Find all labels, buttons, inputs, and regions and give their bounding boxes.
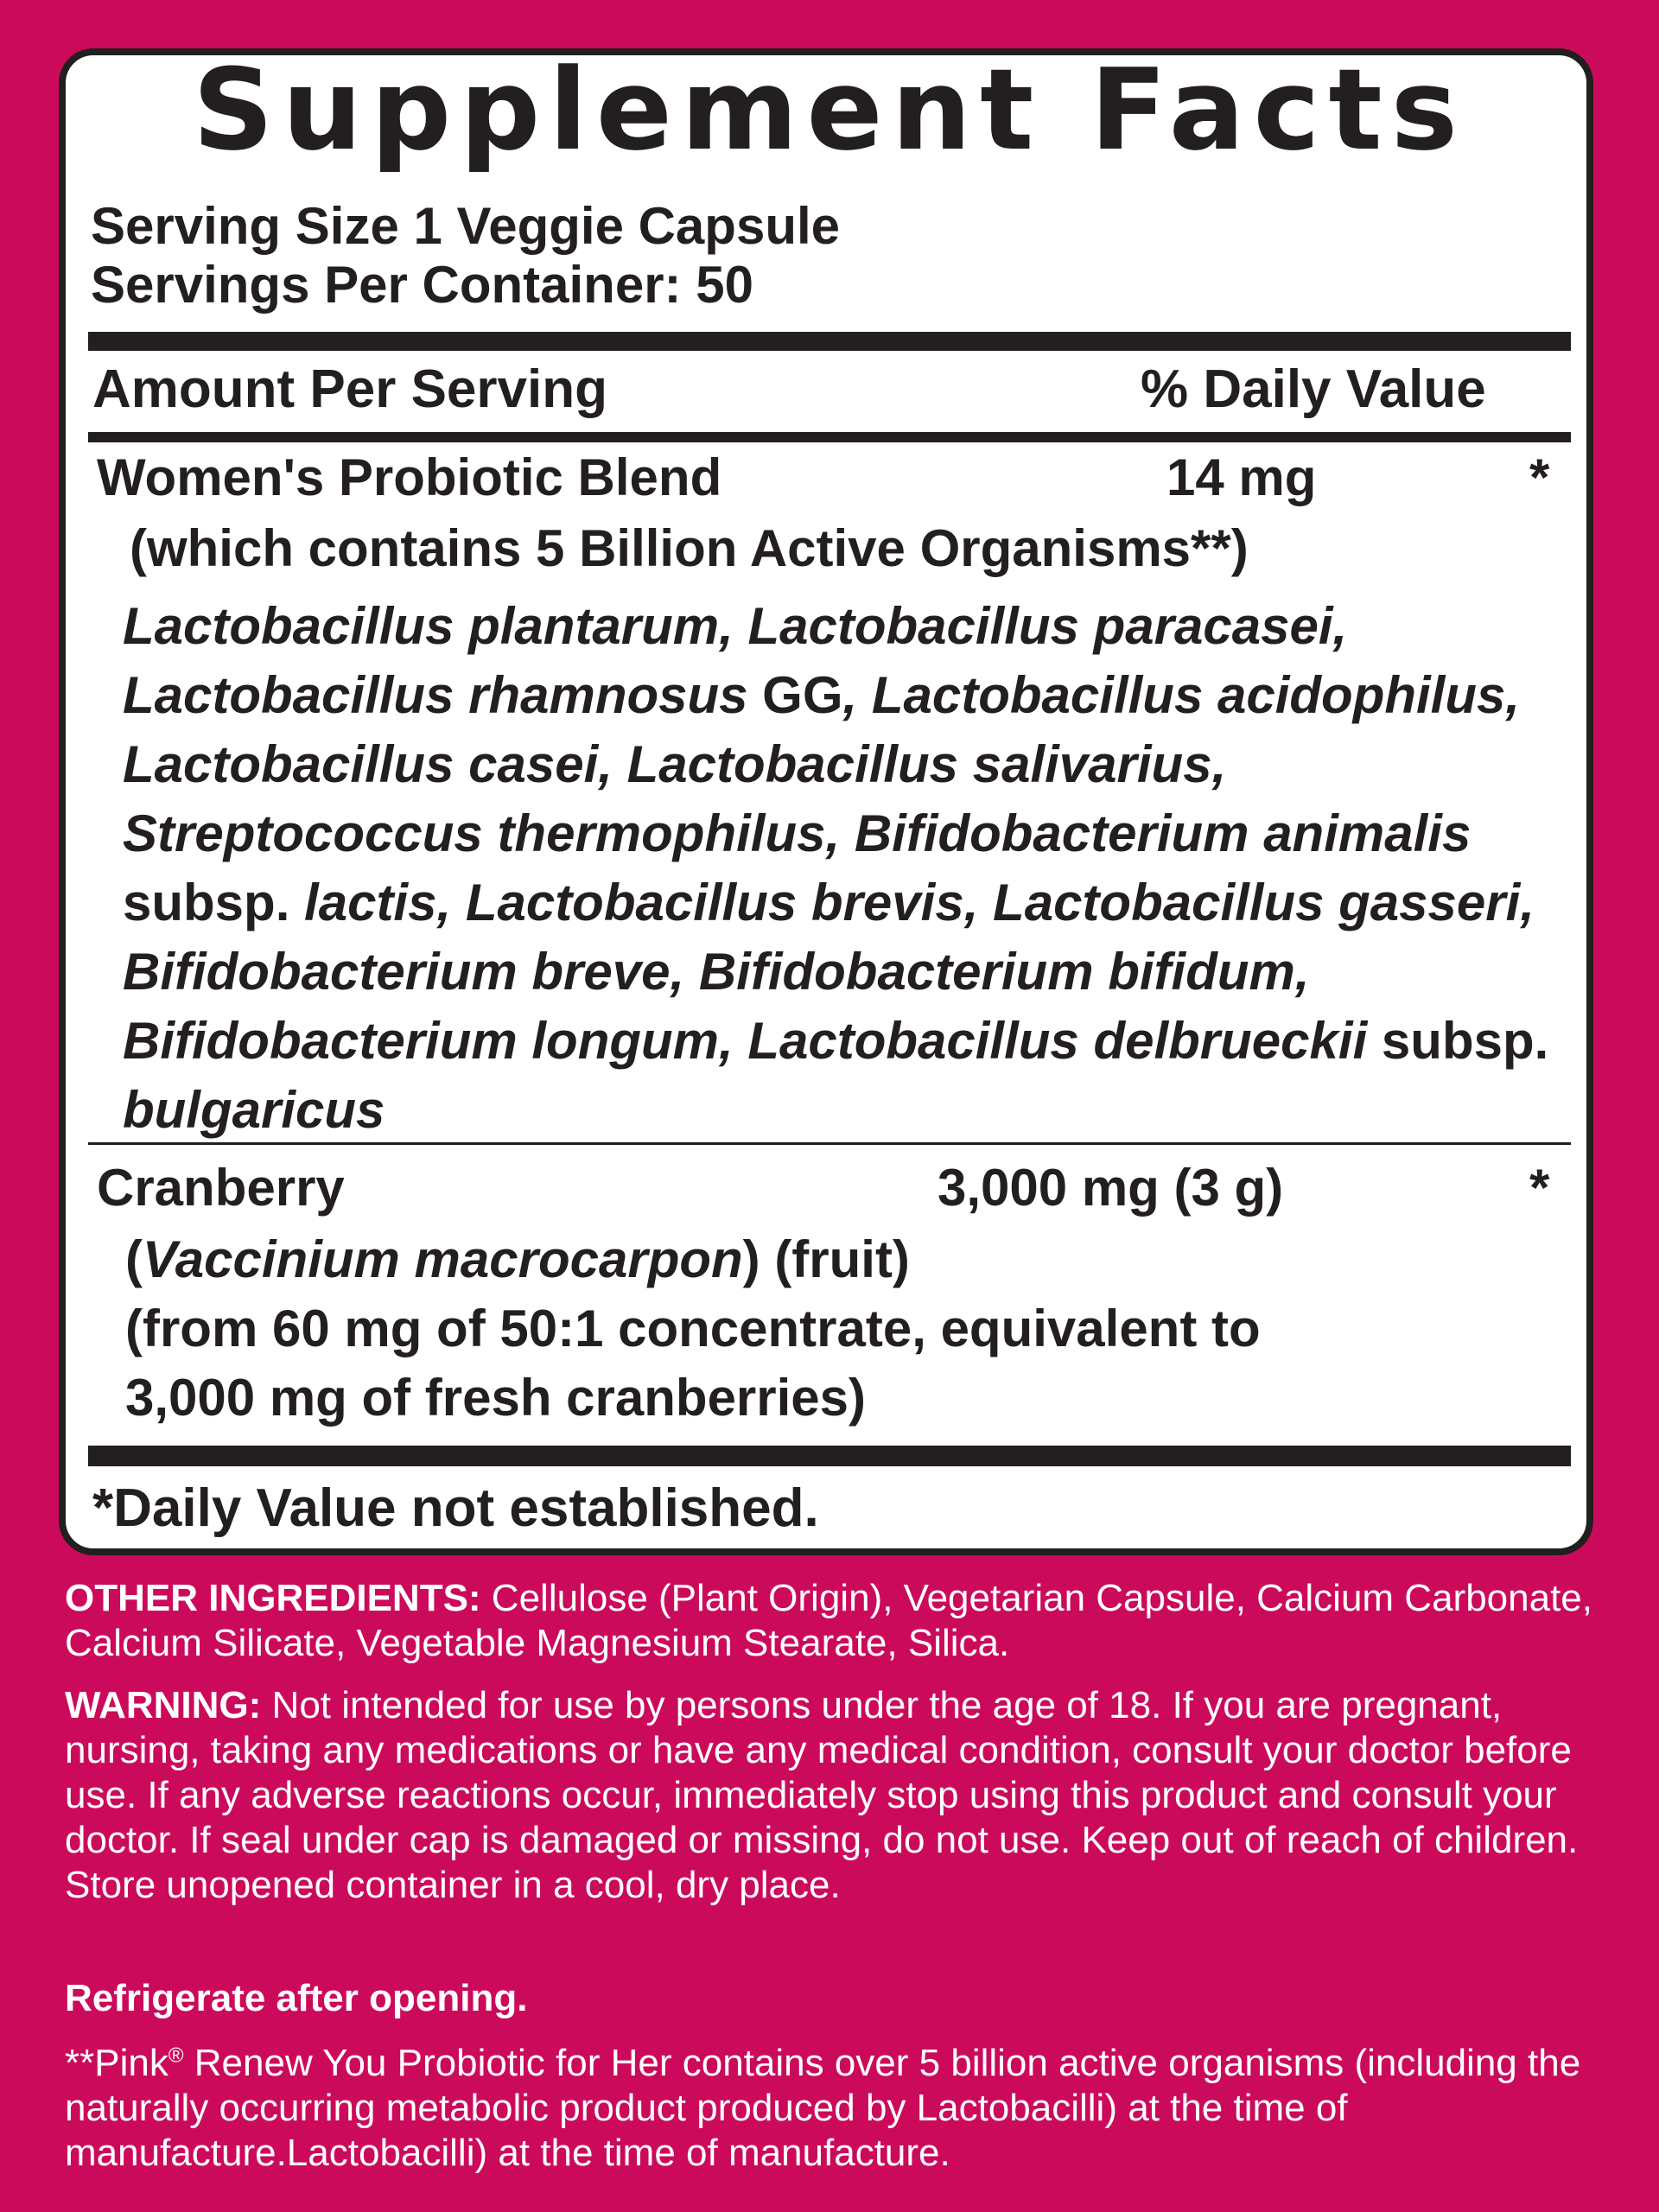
probiotic-blend-name: Women's Probiotic Blend [97, 448, 722, 506]
medium-divider [88, 432, 1571, 442]
strain-name: Streptococcus thermophilus [123, 804, 826, 862]
warning-text: Not intended for use by persons under the age of 18. If you are pregnant, nursing, taking any medications or have any medical condition, consult your doctor before use. If any adverse reactions occur, immediately stop using this product and consult your doctor. If seal under cap is damaged or missing, do not use. Keep out of reach of children. Store unopened container in a cool, dry place. [65, 1684, 1579, 1906]
daily-value-footnote: *Daily Value not established. [92, 1478, 819, 1538]
refrigerate-note: Refrigerate after opening. [65, 1977, 528, 2019]
cranberry-extract-line1: (from 60 mg of 50:1 concentrate, equivalent to [125, 1300, 1261, 1357]
strain-separator: , [825, 804, 855, 862]
strain-separator: , [1294, 943, 1310, 1001]
organism-disclaimer [65, 2041, 1603, 2176]
cranberry-amount: 3,000 mg (3 g) [938, 1159, 1284, 1217]
strain-separator: , [598, 735, 627, 793]
strain-name: Lactobacillus paracasei [747, 597, 1333, 655]
disclaimer-text: Renew You Probiotic for Her contains over 5 billion active organisms (including the naturally occurring metabolic product produced by Lactobacilli) at the time of manufacture.Lactobacilli) at the time of manufacture. [65, 2042, 1581, 2174]
strain-separator: , [1505, 666, 1521, 724]
strain-separator: , [842, 666, 872, 724]
strain-name: Lactobacillus acidophilus [871, 666, 1506, 724]
subspecies-name: bulgaricus [123, 1081, 385, 1139]
subspecies-name: lactis [304, 874, 437, 931]
registered-mark: ® [168, 2044, 184, 2068]
strain-separator: , [1332, 597, 1348, 655]
cranberry-name: Cranberry [97, 1159, 345, 1217]
strain-name: Lactobacillus plantarum [123, 597, 720, 655]
strain-name: Lactobacillus salivarius [626, 735, 1212, 793]
strain-name: Lactobacillus casei [123, 735, 599, 793]
warning [65, 1683, 1603, 1908]
cranberry-latin-name: Vaccinium macrocarpon [142, 1230, 743, 1288]
subspecies-label: subsp. [123, 874, 305, 931]
cranberry-extract-line2: 3,000 mg of fresh cranberries) [125, 1369, 867, 1427]
header-daily-value: % Daily Value [1141, 359, 1486, 419]
strain-name: Bifidobacterium animalis [854, 804, 1471, 862]
warning-label: WARNING: [65, 1684, 262, 1726]
strain-separator: , [436, 874, 466, 931]
disclaimer-prefix: **Pink [65, 2042, 168, 2084]
strain-separator: , [963, 874, 994, 931]
other-ingredients-label: OTHER INGREDIENTS: [65, 1577, 481, 1619]
strain-name: Bifidobacterium longum [123, 1012, 719, 1070]
other-ingredients [65, 1576, 1603, 1666]
strain-separator: , [670, 943, 699, 1001]
thick-divider-bottom [88, 1446, 1571, 1466]
thick-divider [88, 332, 1571, 351]
strain-name: Lactobacillus brevis [465, 874, 964, 931]
cranberry-part: ) (fruit) [742, 1230, 910, 1288]
probiotic-blend-note: (which contains 5 Billion Active Organisms**) [130, 519, 1249, 577]
serving-size: Serving Size 1 Veggie Capsule [91, 197, 841, 255]
strain-separator: , [719, 1012, 748, 1070]
probiotic-blend-amount: 14 mg [1166, 448, 1317, 506]
strain-name: Lactobacillus delbrueckii [747, 1012, 1368, 1070]
strain-suffix: GG [747, 666, 843, 724]
strain-name: Lactobacillus rhamnosus [123, 666, 748, 724]
subspecies-label: subsp. [1367, 1012, 1549, 1070]
strain-name: Bifidobacterium bifidum [698, 943, 1295, 1001]
strain-separator: , [1211, 735, 1227, 793]
thin-divider [88, 1142, 1571, 1145]
cranberry-latin-open: ( [125, 1230, 143, 1288]
panel-title: Supplement Facts [192, 44, 1467, 175]
strain-separator: , [719, 597, 748, 655]
cranberry-dv: * [1529, 1159, 1550, 1217]
header-amount-per-serving: Amount Per Serving [92, 359, 607, 419]
servings-per-container: Servings Per Container: 50 [91, 256, 753, 314]
strain-name: Bifidobacterium breve [123, 943, 671, 1001]
probiotic-strain-list [123, 592, 1574, 1145]
strain-name: Lactobacillus gasseri [993, 874, 1521, 931]
probiotic-blend-dv: * [1529, 448, 1550, 506]
strain-separator: , [1520, 874, 1535, 931]
cranberry-latin-line [125, 1230, 910, 1288]
other-ingredients-text: Cellulose (Plant Origin), Vegetarian Capsule, Calcium Carbonate, Calcium Silicate, Vegetable Magnesium Stearate, Silica. [65, 1577, 1592, 1664]
